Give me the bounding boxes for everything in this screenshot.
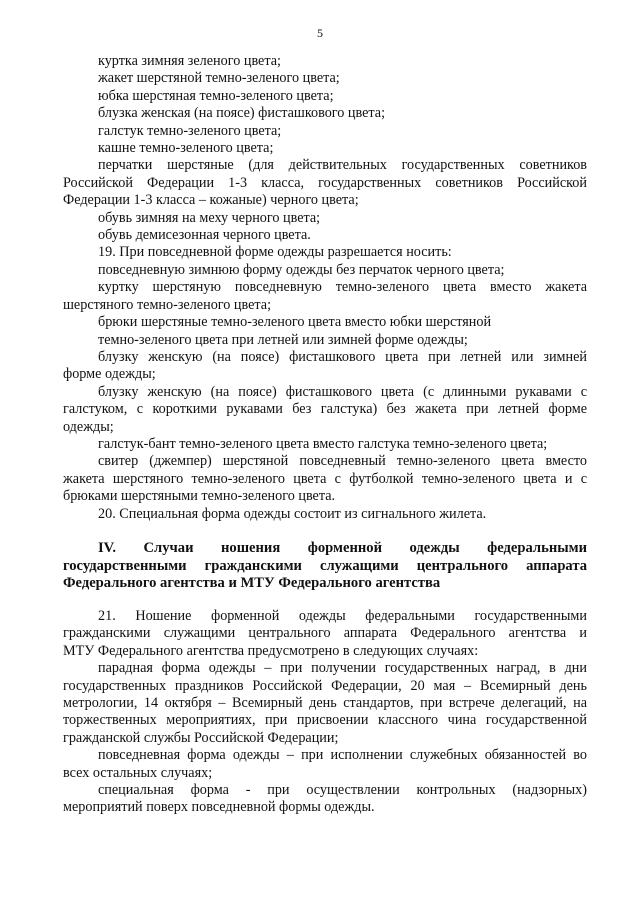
text-line: метрологии, 14 октября – Всемирный день стандартов, при встрече делегаций, на [63,695,587,712]
text-line: галстук темно-зеленого цвета; [98,122,282,139]
text-line: одежды; [63,418,114,435]
text-line: кашне темно-зеленого цвета; [98,140,274,157]
text-line: парадная форма одежды – при получении государственных наград, в дни [98,660,587,677]
text-line: гражданской службы Российской Федерации; [63,729,339,746]
text-line: брюки шерстяные темно-зеленого цвета вместо юбки шерстяной [98,314,492,331]
text-line: обувь зимняя на меху черного цвета; [98,209,321,226]
text-line: гражданскими служащими центрального аппарата Федерального агентства и [63,625,587,642]
text-line: блузку женскую (на поясе) фисташкового цвета (с длинными рукавами с [98,383,587,400]
text-line: всех остальных случаях; [63,764,213,781]
text-line: 21. Ношение форменной одежды федеральными государственными [98,608,587,624]
text-line: мероприятий поверх повседневной формы одежды. [63,799,375,816]
text-line: блузка женская (на поясе) фисташкового цвета; [98,105,386,122]
text-line: шерстяного темно-зеленого цвета; [63,296,272,313]
text-line: куртку шерстяную повседневную темно-зеленого цвета вместо жакета [98,279,587,296]
text-line: специальная форма - при осуществлении контрольных (надзорных) [98,782,587,799]
text-line: перчатки шерстяные (для действительных государственных советников [98,157,587,174]
text-line: МТУ Федерального агентства предусмотрено в следующих случаях: [63,642,479,659]
text-line: государственных праздников Российской Федерации, 20 мая – Всемирный день [63,677,587,694]
text-line: 20. Специальная форма одежды состоит из сигнального жилета. [98,505,487,522]
text-line: куртка зимняя зеленого цвета; [98,53,281,69]
text-line: Федерации 1-3 класса – кожаные) черного цвета; [63,192,359,209]
text-line: юбка шерстяная темно-зеленого цвета; [98,87,334,104]
heading-line: IV. Случаи ношения форменной одежды федеральными [98,540,587,556]
text-line: жакета шерстяного темно-зеленого цвета с футболкой темно-зеленого цвета и с [63,470,587,487]
body-text-upper [63,53,587,523]
body-text-lower [63,608,587,817]
text-line: повседневная форма одежды – при исполнении служебных обязанностей во [98,747,587,764]
text-line: торжественных мероприятиях, при присвоении классного чина государственной [63,712,587,729]
text-line: повседневную зимнюю форму одежды без перчаток черного цвета; [98,261,505,278]
text-line: темно-зеленого цвета при летней или зимней форме одежды; [98,331,468,348]
text-line: 19. При повседневной форме одежды разрешается носить: [98,244,452,261]
text-line: галстук-бант темно-зеленого цвета вместо галстука темно-зеленого цвета; [98,435,548,452]
text-line: обувь демисезонная черного цвета. [98,227,311,244]
text-line: блузку женскую (на поясе) фисташкового цвета при летней или зимней [98,348,587,365]
text-line: Российской Федерации 1-3 класса, государственных советников Российской [63,174,587,191]
text-line: жакет шерстяной темно-зеленого цвета; [98,70,340,87]
text-line: галстуком, с короткими рукавами без галстука) без жакета при летней форме [63,401,587,418]
text-line: брюками шерстяными темно-зеленого цвета. [63,488,336,505]
heading-line: Федерального агентства и МТУ Федерального агентства [63,575,441,592]
heading-line: государственными гражданскими служащими центрального аппарата [63,557,587,574]
text-line: форме одежды; [63,366,156,383]
section-heading [63,540,587,593]
page-number: 5 [317,26,323,40]
text-line: свитер (джемпер) шерстяной повседневный темно-зеленого цвета вместо [98,453,587,470]
